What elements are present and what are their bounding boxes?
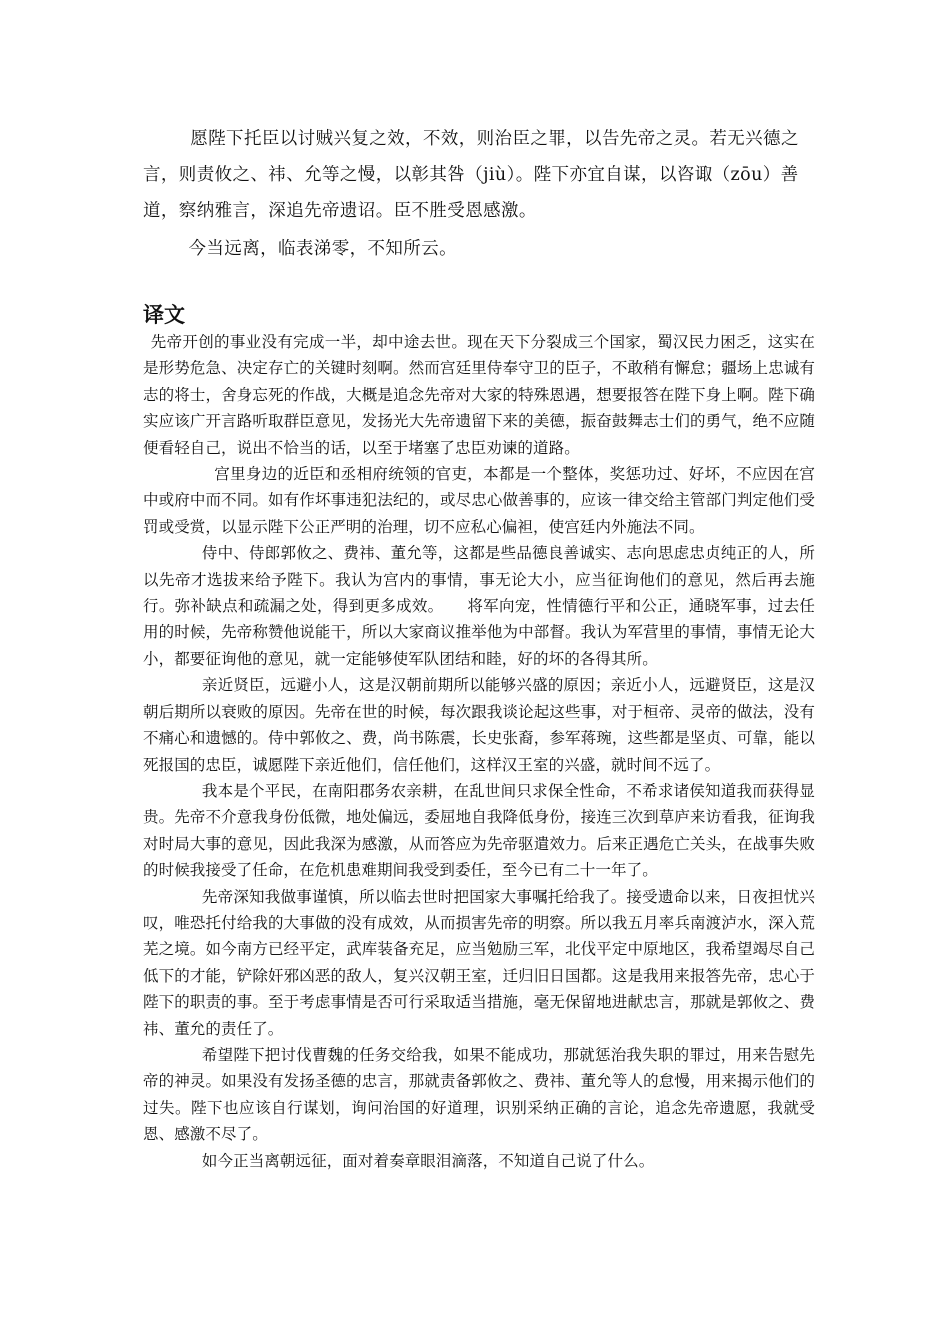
- translation-paragraph: 亲近贤臣，远避小人，这是汉朝前期所以能够兴盛的原因；亲近小人，远避贤臣，这是汉朝后期所以衰败的原因。先帝在世的时候，每次跟我谈论起这些事，对于桓帝、灵帝的做法，没有不痛心和遗憾的。侍中郭攸之、费，尚书陈震，长史张裔，参军蒋琬，这些都是坚贞、可靠，能以死报国的忠臣，诚愿陛下亲近他们，信任他们，这样汉王室的兴盛，就时间不远了。: [143, 676, 815, 774]
- translation-paragraph: 我本是个平民，在南阳郡务农亲耕，在乱世间只求保全性命，不希求诸侯知道我而获得显贵。先帝不介意我身份低微，地处偏远，委屈地自我降低身份，接连三次到草庐来访看我，征询我对时局大事的意见，因此我深为感激，从而答应为先帝驱遣效力。后来正遇危亡关头，在战事失败的时候我接受了任命，在危机患难期间我受到委任，至今已有二十一年了。: [143, 781, 815, 880]
- original-paragraph: 愿陛下托臣以讨贼兴复之效，不效，则治臣之罪，以告先帝之灵。若无兴德之言，则责攸之、祎、允等之慢，以彰其咎（jiù）。陛下亦宜自谋，以咨诹（zōu）善道，察纳雅言，深追先帝遗诏。臣不胜受恩感激。: [143, 129, 799, 221]
- translation-paragraph: 如今正当离朝远征，面对着奏章眼泪滴落，不知道自己说了什么。: [201, 1151, 655, 1170]
- original-text: [143, 121, 823, 267]
- translation-paragraph: 侍中、侍郎郭攸之、费祎、董允等，这都是些品德良善诚实、志向思虑忠贞纯正的人，所以先帝才选拔来给予陛下。我认为宫内的事情，事无论大小，应当征询他们的意见，然后再去施行。弥补缺点和疏漏之处，得到更多成效。 将军向宠，性情德行平和公正，通晓军事，过去任用的时候，先帝称赞他说能干，所以大家商议推举他为中部督。我认为军营里的事情，事情无论大小，都要征询他的意见，就一定能够使军队团结和睦，好的坏的各得其所。: [143, 544, 815, 668]
- translation-paragraph: 宫里身边的近臣和丞相府统领的官吏，本都是一个整体，奖惩功过、好坏，不应因在宫中或府中而不同。如有作坏事违犯法纪的，或尽忠心做善事的，应该一律交给主管部门判定他们受罚或受赏，以显示陛下公正严明的治理，切不应私心偏袒，使宫廷内外施法不同。: [143, 465, 815, 536]
- translation-paragraph: 先帝深知我做事谨慎，所以临去世时把国家大事嘱托给我了。接受遗命以来，日夜担忧兴叹，唯恐托付给我的大事做的没有成效，从而损害先帝的明察。所以我五月率兵南渡泸水，深入荒芜之境。如今南方已经平定，武库装备充足，应当勉励三军，北伐平定中原地区，我希望竭尽自己低下的才能，铲除奸邪凶恶的敌人，复兴汉朝王室，迁归旧日国都。这是我用来报答先帝，忠心于陛下的职责的事。至于考虑事情是否可行采取适当措施，毫无保留地进献忠言，那就是郭攸之、费祎、董允的责任了。: [143, 887, 815, 1038]
- translation-paragraph: 先帝开创的事业没有完成一半，却中途去世。现在天下分裂成三个国家，蜀汉民力困乏，这实在是形势危急、决定存亡的关键时刻啊。然而宫廷里侍奉守卫的臣子，不敢稍有懈怠；疆场上忠诚有志的将士，舍身忘死的作战，大概是追念先帝对大家的特殊恩遇，想要报答在陛下身上啊。陛下确实应该广开言路听取群臣意见，发扬光大先帝遗留下来的美德，振奋鼓舞志士们的勇气，绝不应随便看轻自己，说出不恰当的话，以至于堵塞了忠臣劝谏的道路。: [143, 333, 815, 457]
- translation-paragraph: 希望陛下把讨伐曹魏的任务交给我，如果不能成功，那就惩治我失职的罪过，用来告慰先帝的神灵。如果没有发扬圣德的忠言，那就责备郭攸之、费祎、董允等人的怠慢，用来揭示他们的过失。陛下也应该自行谋划，询问治国的好道理，识别采纳正确的言论，追念先帝遗愿，我就受恩、感激不尽了。: [143, 1045, 815, 1144]
- translation-text: [143, 329, 815, 1174]
- translation-heading: 译文: [143, 303, 185, 327]
- original-paragraph: 今当远离，临表涕零，不知所云。: [188, 239, 457, 259]
